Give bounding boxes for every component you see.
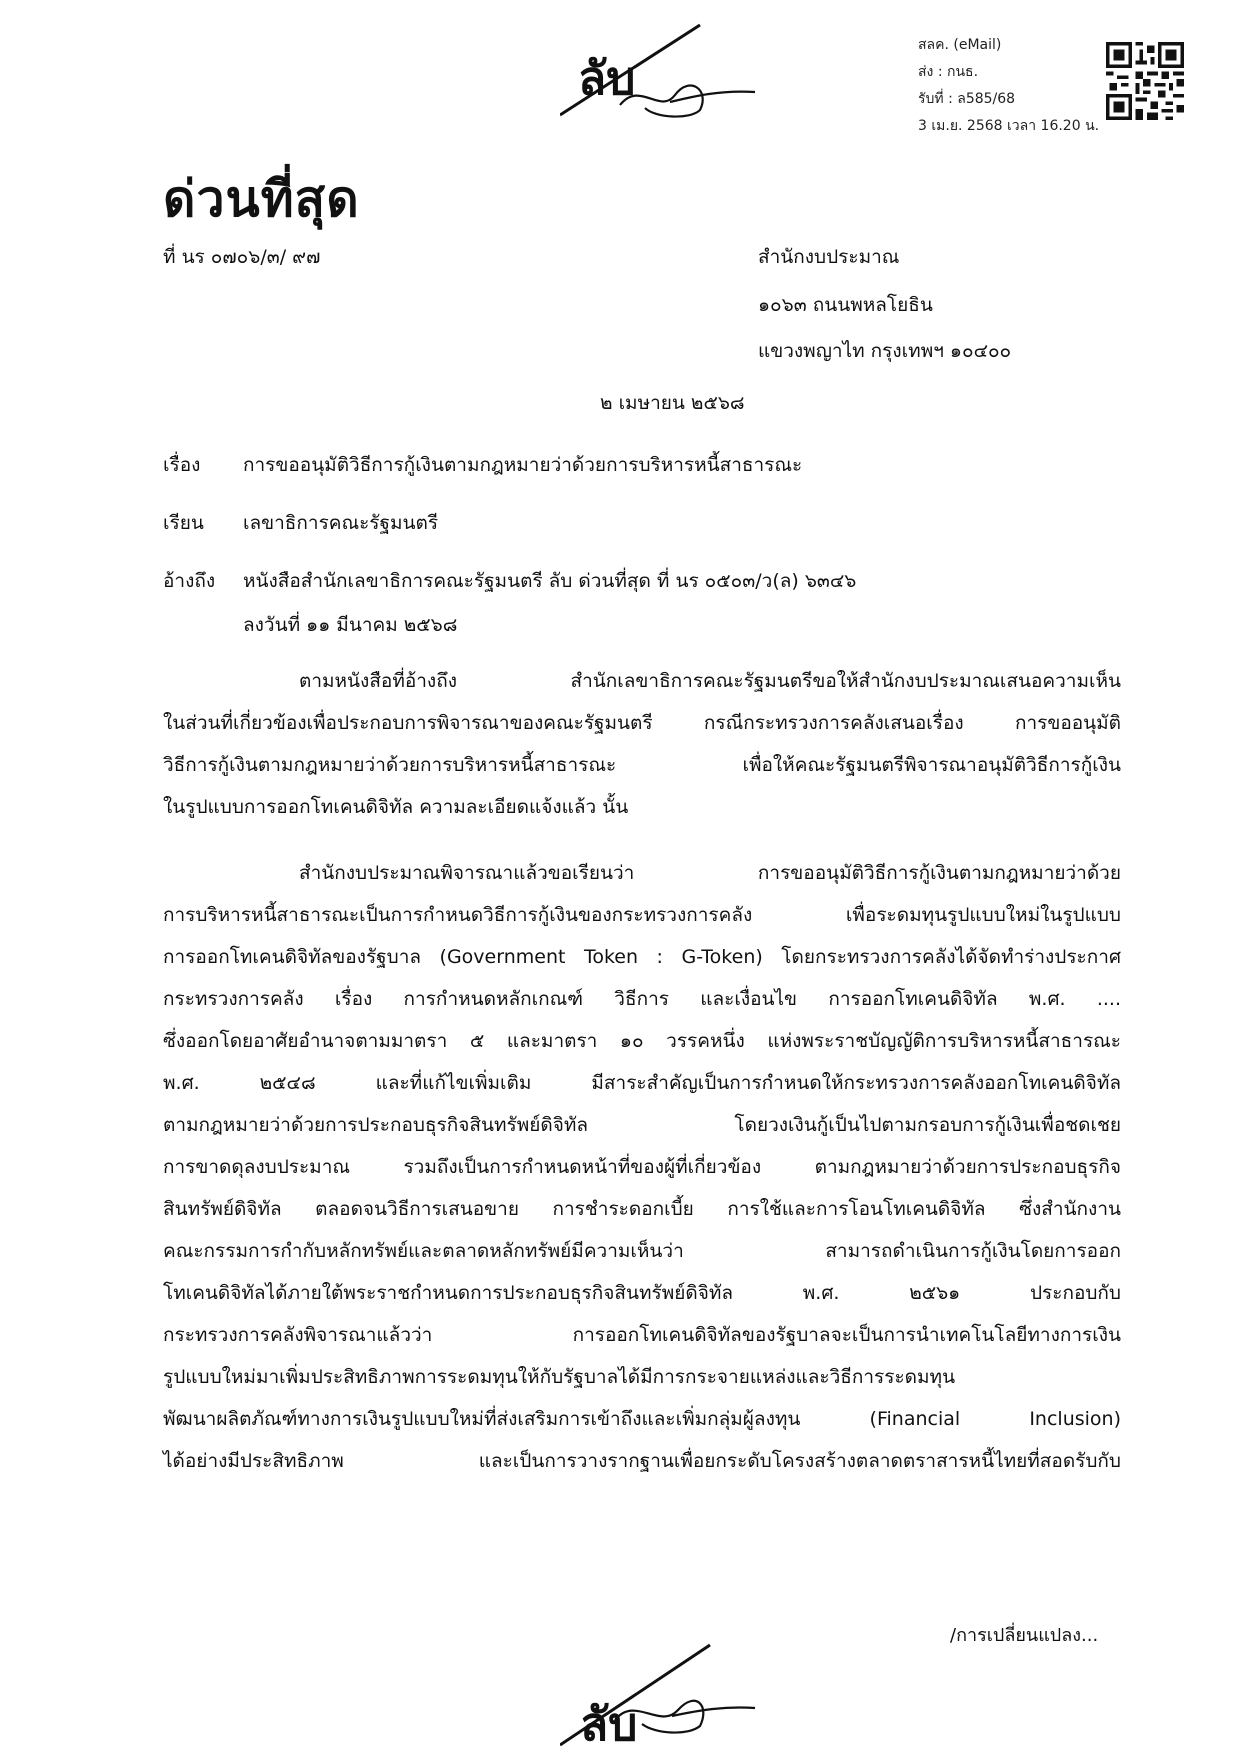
body-line: กระทรวงการคลัง เรื่อง การกำหนดหลักเกณฑ์ วิธีการ และเงื่อนไข การออกโทเคนดิจิทัล พ.ศ. .... [163, 988, 1121, 1010]
body-line: คณะกรรมการกำกับหลักทรัพย์และตลาดหลักทรัพย์มีความเห็นว่า สามารถดำเนินการกู้เงินโดยการออก [163, 1240, 1121, 1262]
signature-icon [620, 86, 755, 117]
sender-street: ๑๐๖๓ ถนนพหลโยธิน [758, 294, 933, 316]
reference-row [163, 566, 856, 596]
body-line: ในรูปแบบการออกโทเคนดิจิทัล ความละเอียดแจ้งแล้ว นั้น [163, 796, 629, 818]
recipient-row [163, 508, 438, 538]
secret-stamp-text: ลับ [578, 51, 636, 105]
subject-label: เรื่อง [163, 454, 201, 476]
receipt-line: 3 เม.ย. 2568 เวลา 16.20 น. [918, 118, 1100, 134]
body-line: รูปแบบใหม่มาเพิ่มประสิทธิภาพการระดมทุนให้กับรัฐบาลได้มีการกระจายแหล่งและวิธีการระดมทุน [163, 1366, 956, 1388]
subject-text: การขออนุมัติวิธีการกู้เงินตามกฎหมายว่าด้วยการบริหารหนี้สาธารณะ [243, 454, 803, 476]
receipt-line: ส่ง : กนธ. [918, 64, 979, 80]
recipient-label: เรียน [163, 512, 204, 534]
secret-stamp-bottom [560, 1640, 760, 1750]
secret-stamp-top [560, 20, 760, 130]
body-paragraph-1 [163, 660, 1121, 828]
reference-label: อ้างถึง [163, 570, 216, 592]
urgency-heading: ด่วนที่สุด [163, 170, 360, 228]
receipt-line: รับที่ : ล585/68 [918, 91, 1016, 107]
secret-stamp-text: ลับ [580, 1697, 638, 1750]
recipient-text: เลขาธิการคณะรัฐมนตรี [243, 512, 439, 534]
body-line: กระทรวงการคลังพิจารณาแล้วว่า การออกโทเคนดิจิทัลของรัฐบาลจะเป็นการนำเทคโนโลยีทางการเงิน [163, 1324, 1121, 1346]
body-line: การบริหารหนี้สาธารณะเป็นการกำหนดวิธีการกู้เงินของกระทรวงการคลัง เพื่อระดมทุนรูปแบบใหม่ในรูปแบบ [163, 904, 1121, 926]
document-number: ที่ นร ๐๗๐๖/๓/ ๙๗ [163, 246, 321, 268]
document-date: ๒ เมษายน ๒๕๖๘ [600, 392, 745, 414]
continuation-marker: /การเปลี่ยนแปลง... [950, 1625, 1099, 1646]
body-line: สินทรัพย์ดิจิทัล ตลอดจนวิธีการเสนอขาย การชำระดอกเบี้ย การใช้และการโอนโทเคนดิจิทัล ซึ่งสำนักงาน [163, 1198, 1121, 1220]
receipt-line: สลค. (eMail) [918, 37, 1002, 53]
qr-code-icon [1106, 42, 1184, 120]
body-line: การออกโทเคนดิจิทัลของรัฐบาล (Government Token : G-Token) โดยกระทรวงการคลังได้จัดทำร่างประกาศ [163, 946, 1121, 968]
body-paragraph-2 [163, 852, 1121, 1482]
body-line: โทเคนดิจิทัลได้ภายใต้พระราชกำหนดการประกอบธุรกิจสินทรัพย์ดิจิทัล พ.ศ. ๒๕๖๑ ประกอบกับ [163, 1282, 1121, 1304]
body-line: สำนักงบประมาณพิจารณาแล้วขอเรียนว่า การขออนุมัติวิธีการกู้เงินตามกฎหมายว่าด้วย [299, 862, 1121, 884]
body-line: ในส่วนที่เกี่ยวข้องเพื่อประกอบการพิจารณาของคณะรัฐมนตรี กรณีกระทรวงการคลังเสนอเรื่อง การขออนุมัติ [163, 712, 1121, 734]
reference-date: ลงวันที่ ๑๑ มีนาคม ๒๕๖๘ [243, 614, 458, 636]
sender-district: แขวงพญาไท กรุงเทพฯ ๑๐๔๐๐ [758, 340, 1012, 362]
receipt-stamp [918, 32, 1099, 140]
reference-text: หนังสือสำนักเลขาธิการคณะรัฐมนตรี ลับ ด่วนที่สุด ที่ นร ๐๕๐๓/ว(ล) ๖๓๔๖ [243, 570, 857, 592]
subject-row [163, 450, 802, 480]
sender-org: สำนักงบประมาณ [758, 246, 900, 268]
body-line: พ.ศ. ๒๕๔๘ และที่แก้ไขเพิ่มเติม มีสาระสำคัญเป็นการกำหนดให้กระทรวงการคลังออกโทเคนดิจิทัล [163, 1072, 1121, 1094]
body-line: ซึ่งออกโดยอาศัยอำนาจตามมาตรา ๕ และมาตรา ๑๐ วรรคหนึ่ง แห่งพระราชบัญญัติการบริหารหนี้สาธารณะ [163, 1030, 1121, 1052]
body-line: ตามกฎหมายว่าด้วยการประกอบธุรกิจสินทรัพย์ดิจิทัล โดยวงเงินกู้เป็นไปตามกรอบการกู้เงินเพื่อชดเชย [163, 1114, 1121, 1136]
body-line: วิธีการกู้เงินตามกฎหมายว่าด้วยการบริหารหนี้สาธารณะ เพื่อให้คณะรัฐมนตรีพิจารณาอนุมัติวิธีการกู้เงิน [163, 754, 1121, 776]
body-line: การขาดดุลงบประมาณ รวมถึงเป็นการกำหนดหน้าที่ของผู้ที่เกี่ยวข้อง ตามกฎหมายว่าด้วยการประกอบธุรกิจ [163, 1156, 1121, 1178]
body-line: พัฒนาผลิตภัณฑ์ทางการเงินรูปแบบใหม่ที่ส่งเสริมการเข้าถึงและเพิ่มกลุ่มผู้ลงทุน (Financial Inclusion) [163, 1408, 1121, 1430]
body-line: ได้อย่างมีประสิทธิภาพ และเป็นการวางรากฐานเพื่อยกระดับโครงสร้างตลาดตราสารหนี้ไทยที่สอดรับกับ [163, 1450, 1121, 1472]
body-line: ตามหนังสือที่อ้างถึง สำนักเลขาธิการคณะรัฐมนตรีขอให้สำนักงบประมาณเสนอความเห็น [299, 670, 1121, 692]
